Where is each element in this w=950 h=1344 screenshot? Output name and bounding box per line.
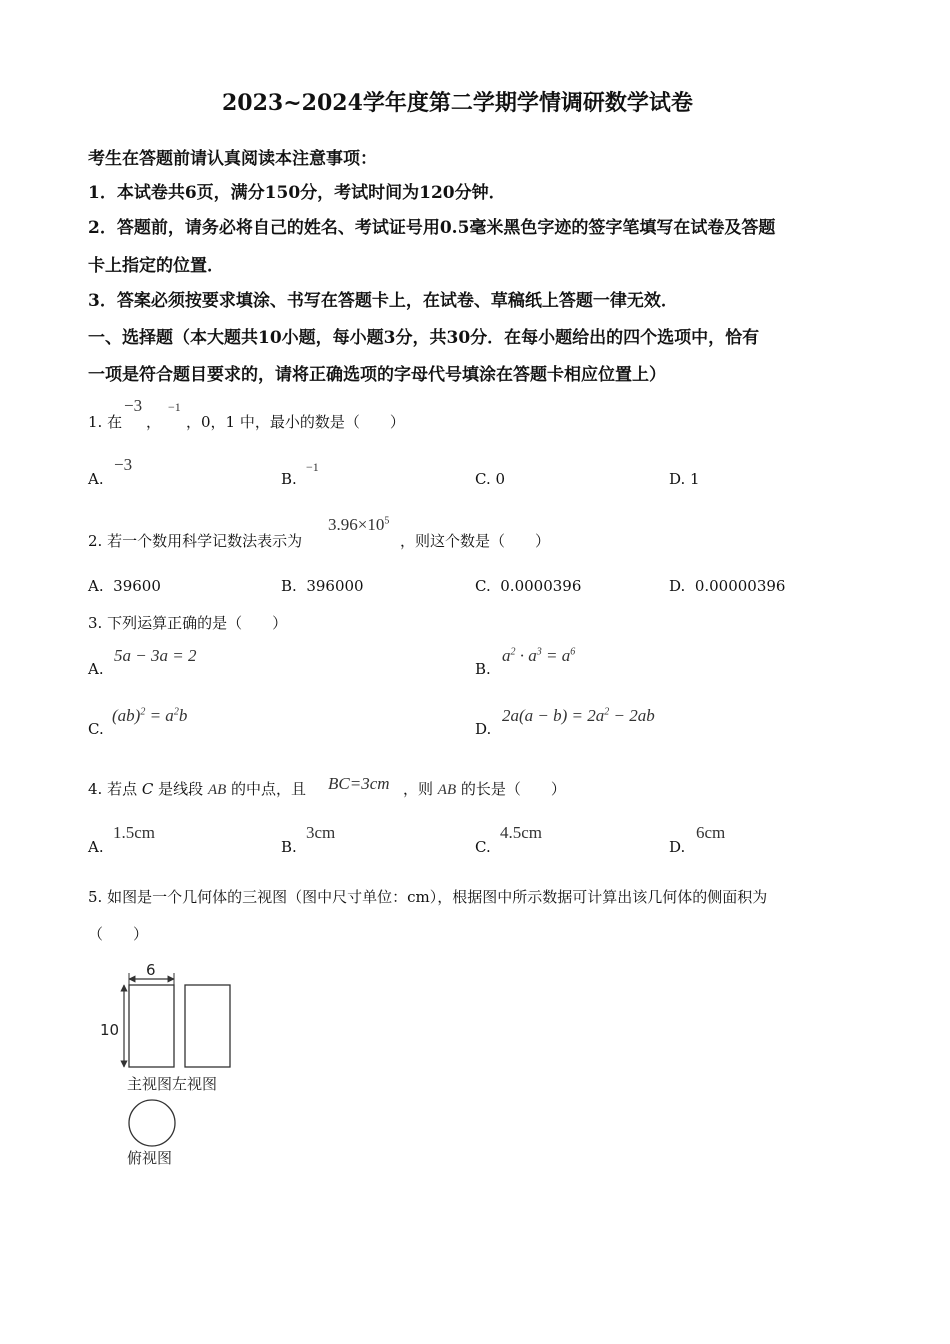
q1-option-a-value: −3 (114, 455, 133, 474)
q2-post: ，则这个数是（ ） (400, 532, 551, 550)
q1-option-d[interactable]: D. 1 (669, 470, 700, 488)
question-4-stem: 4. 若点 C 是线段 AB 的中点，且 (88, 780, 307, 798)
q4-option-a-value: 1.5cm (113, 823, 156, 842)
side-view-rect (185, 985, 230, 1067)
question-1-stem (88, 411, 122, 432)
q2-pre: 2. 若一个数用科学记数法表示为 (88, 532, 303, 550)
notice-heading: 考生在答题前请认真阅读本注意事项： (88, 149, 377, 169)
q3-option-c-value: $(ab)^2 = a^2b$ (112, 706, 188, 725)
q1-option-c[interactable]: C. 0 (475, 470, 506, 488)
q1-sep: ， (146, 413, 162, 431)
q2-option-c[interactable]: C. 0.0000396 (475, 577, 582, 595)
q3-stem: 3. 下列运算正确的是（ ） (88, 614, 288, 632)
front-view-rect (129, 985, 174, 1067)
q4-bc-math: BC=3cm (328, 774, 390, 793)
q1-pre: 1. 在 (88, 413, 123, 431)
q2-option-b[interactable]: B. 396000 (281, 577, 364, 595)
q3-option-b-value: $a^2 \cdot a^3 = a^6$ (502, 646, 576, 665)
section-header-line-1: 一、选择题（本大题共10小题，每小题3分，共30分．在每小题给出的四个选项中，恰有 (88, 328, 760, 348)
q1-option-b-value: −1 (306, 460, 319, 474)
q4-option-b-label[interactable]: B. (281, 838, 297, 856)
three-view-figure (92, 955, 262, 1175)
q1-math-1: −3 (124, 396, 143, 415)
q1-post: ，0，1 中，最小的数是（ ） (186, 413, 405, 431)
q2-option-a[interactable]: A. 39600 (88, 577, 161, 595)
top-view-caption: 俯视图 (127, 1149, 173, 1167)
q1-option-b-label[interactable]: B. (281, 470, 297, 488)
q3-option-d-label[interactable]: D. (475, 720, 492, 738)
q4-option-d-label[interactable]: D. (669, 838, 686, 856)
q5-stem-line-2: （ ） (88, 925, 149, 943)
notice-item-1: 1．本试卷共6页，满分150分，考试时间为120分钟． (88, 183, 506, 203)
notice-item-2-cont: 卡上指定的位置． (88, 256, 224, 276)
q1-math-2: −1 (168, 400, 181, 414)
front-side-caption: 主视图左视图 (127, 1075, 218, 1093)
section-header-line-2: 一项是符合题目要求的，请将正确选项的字母代号填涂在答题卡相应位置上） (88, 365, 666, 385)
page-title: 2023~2024学年度第二学期学情调研数学试卷 (222, 90, 693, 116)
q2-math: $3.96\times 10^5$ (328, 515, 390, 534)
q4-option-d-value: 6cm (696, 823, 726, 842)
q4-option-b-value: 3cm (306, 823, 336, 842)
q2-option-d[interactable]: D. 0.00000396 (669, 577, 786, 595)
q4-option-c-label[interactable]: C. (475, 838, 491, 856)
q3-option-a-label[interactable]: A. (88, 660, 104, 678)
figure-width-label: 6 (146, 961, 156, 979)
q3-option-a-value: 5a − 3a = 2 (114, 646, 197, 665)
notice-item-2: 2．答题前，请务必将自己的姓名、考试证号用0.5毫米黑色字迹的签字笔填写在试卷及答题 (88, 218, 776, 238)
q5-stem-line-1: 5. 如图是一个几何体的三视图（图中尺寸单位：cm），根据图中所示数据可计算出该几何体的侧面积为 (88, 888, 768, 906)
figure-height-label: 10 (100, 1021, 120, 1039)
q3-option-b-label[interactable]: B. (475, 660, 491, 678)
q3-option-d-value: $2a(a - b) = 2a^2 - 2ab$ (502, 706, 655, 725)
notice-item-3: 3．答案必须按要求填涂、书写在答题卡上，在试卷、草稿纸上答题一律无效． (88, 291, 678, 311)
q3-option-c-label[interactable]: C. (88, 720, 104, 738)
top-view-circle (129, 1100, 175, 1146)
q4-option-a-label[interactable]: A. (88, 838, 104, 856)
q4-option-c-value: 4.5cm (500, 823, 543, 842)
q1-option-a-label[interactable]: A. (88, 470, 104, 488)
q4-tail: ，则 AB 的长是（ ） (403, 780, 566, 798)
